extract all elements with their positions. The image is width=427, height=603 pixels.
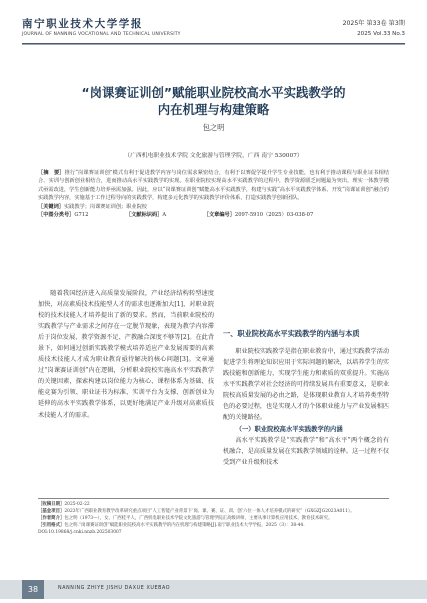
clc-value: G712	[74, 212, 89, 219]
fund-label: ［基金项目］	[38, 508, 65, 514]
fund-note	[38, 509, 389, 516]
header-rule	[22, 43, 405, 45]
body-left-column: 随着我国经济进入高质量发展阶段，产业经济结构转型速度加快，对高素质技术技能型人才的需求也逐渐加大[1]，对职业院校的技术技能人才培养提出了新的要求。然而，当前职业院校的实践教学与产业需求之间存在一定脱节现象，表现为教学内容滞后于岗位发展、教学资源不足、产教融合深度不够等[2]。在此背景下，如何通过创新实践教学模式培养适应产业发展需要的高素质技术技能人才成为职业教育亟待解决的核心问题[3]。文章通过“岗课赛证训创”内在逻辑，分析职业院校实施高水平实践教学的关键因素，探索构建以岗位能力为核心、课程体系为基础、技能竞赛为引领、职业证书为标准、实训平台为支撑、创新创业为延伸的高水平实践教学体系，以更好地满足产业升级对高素质技术技能人才的需求。	[38, 290, 214, 419]
journal-title-english: JOURNAL OF NANNING VOCATIONAL AND TECHNICAL UNIVERSITY	[22, 32, 181, 37]
footer-journal-pinyin: NANNING ZHIYE JISHU DAXUE XUEBAO	[58, 586, 171, 591]
journal-header	[22, 14, 405, 46]
bio-value: 包之明（1973—），女，广西桂平人，广西机电职业技术学院文化旅游与管理学院正高级讲师，主要从事计算机应用技术、教育技术研究。	[64, 515, 333, 521]
abstract	[38, 169, 389, 203]
abstract-block	[38, 169, 389, 219]
bio-label: ［作者简介］	[38, 515, 65, 521]
keywords-text: 实践教学；岗课赛证训创；职业院校	[63, 203, 147, 210]
doc-code-field	[126, 212, 184, 218]
doi: DOI:10.19868/j.cnki.nnzb.202503007	[38, 529, 122, 535]
clc-field	[38, 212, 106, 218]
section-paragraph: 职业院校实践教学是指在职业教育中，通过实践教学活动促进学生将理论知识应用于实际问题的解决，以培养学生的实践技能和创新能力，实现学生能力和素质的双重提升。实施高水平实践教学对社会经济的可持续发展具有重要意义，是职业院校高质量发展的必由之路，是体现职业教育人才培养类型特色的必要过程，也是实现人才的个体职业能力与产业发展相匹配的关键路径。	[223, 348, 389, 422]
abstract-label: ［摘 要］	[38, 170, 65, 176]
page-number: 38	[22, 580, 44, 599]
cite-value: 包之明.“岗课赛证训创”赋能职业院校高水平实践教学的内在机理与构建策略[J].南宁职业技术大学学报，2025（3）：38-44.	[64, 522, 305, 528]
subsection-paragraph: 高水平实践教学是“实践教学”和“高水平”两个概念的有机融合，是高质量发展在实践教学领域的诠释。这一过程不仅受到产业升级和技术	[223, 437, 389, 467]
journal-title: 南宁职业技术大学学报	[22, 18, 143, 30]
article-number-field	[204, 212, 331, 218]
abstract-text: 推行“岗课赛证训创”模式有利于促进教学内容与岗位需求紧密结合，有利于以赛促学提升学生专业技能，也有利于推动课程与职业证书相结合、实训与创新创业相结合，进而推动高水平实践教学的实现。在职业院校实现高水平实践教学的过程中，教学资源匮乏问题最为突出，理实一体教学模式亟需改进，学生创新能力培养亟需加强。因此，应以“岗课赛证训创”赋能高水平实践教学，构建与实践“高水平实践教学体系、开发“岗课证训创”融合的实践教学内容，实施基于工作过程导向的实践教学，构建多元化教学的实践教学评价体系，打造实践教学创新团队。	[38, 170, 389, 202]
article-title	[0, 84, 427, 118]
issue-info: 2025年 第33卷 第3期	[342, 20, 405, 27]
doc-code-label: ［文献标识码］	[126, 212, 163, 219]
received-value: 2025-02-22	[64, 502, 90, 507]
fund-value: 2023年广西职业教育教学改革研究重点项目“人工智能产业背景下‘岗、课、赛、证、训、创’六位一体人才培养模式的研究”（GXGZJG2023A011）。	[64, 508, 355, 514]
footnotes	[38, 498, 389, 537]
keywords	[38, 203, 389, 211]
author-bio	[38, 516, 389, 523]
author-name: 包之明	[202, 123, 225, 132]
keywords-label: ［关键词］	[38, 203, 64, 210]
author-affiliation: （广西机电职业技术学院 文化旅游与管理学院，广西 南宁 530007）	[124, 153, 303, 159]
citation-format	[38, 523, 389, 530]
received-label: ［收稿日期］	[38, 502, 65, 507]
classification-row	[38, 211, 389, 219]
article-number-value: 2097-5910（2025）03-038-07	[234, 212, 314, 219]
article-number-label: ［文章编号］	[203, 212, 235, 219]
subsection-heading: （一）职业院校高水平实践教学的内涵	[235, 426, 343, 434]
issue-info-english: 2025 Vol.33 No.3	[357, 31, 405, 37]
clc-label: ［中图分类号］	[38, 212, 75, 219]
article-title-line-2: 内在机理与构建策略	[157, 102, 270, 117]
cite-label: ［引用格式］	[38, 522, 65, 528]
section-heading: 一、职业院校高水平实践教学的内涵与本质	[223, 329, 360, 338]
article-title-line-1: “岗课赛证训创”赋能职业院校高水平实践教学的	[81, 85, 346, 100]
body-right-column	[223, 288, 389, 468]
doc-code-value: A	[162, 212, 167, 219]
received-date	[38, 502, 389, 509]
